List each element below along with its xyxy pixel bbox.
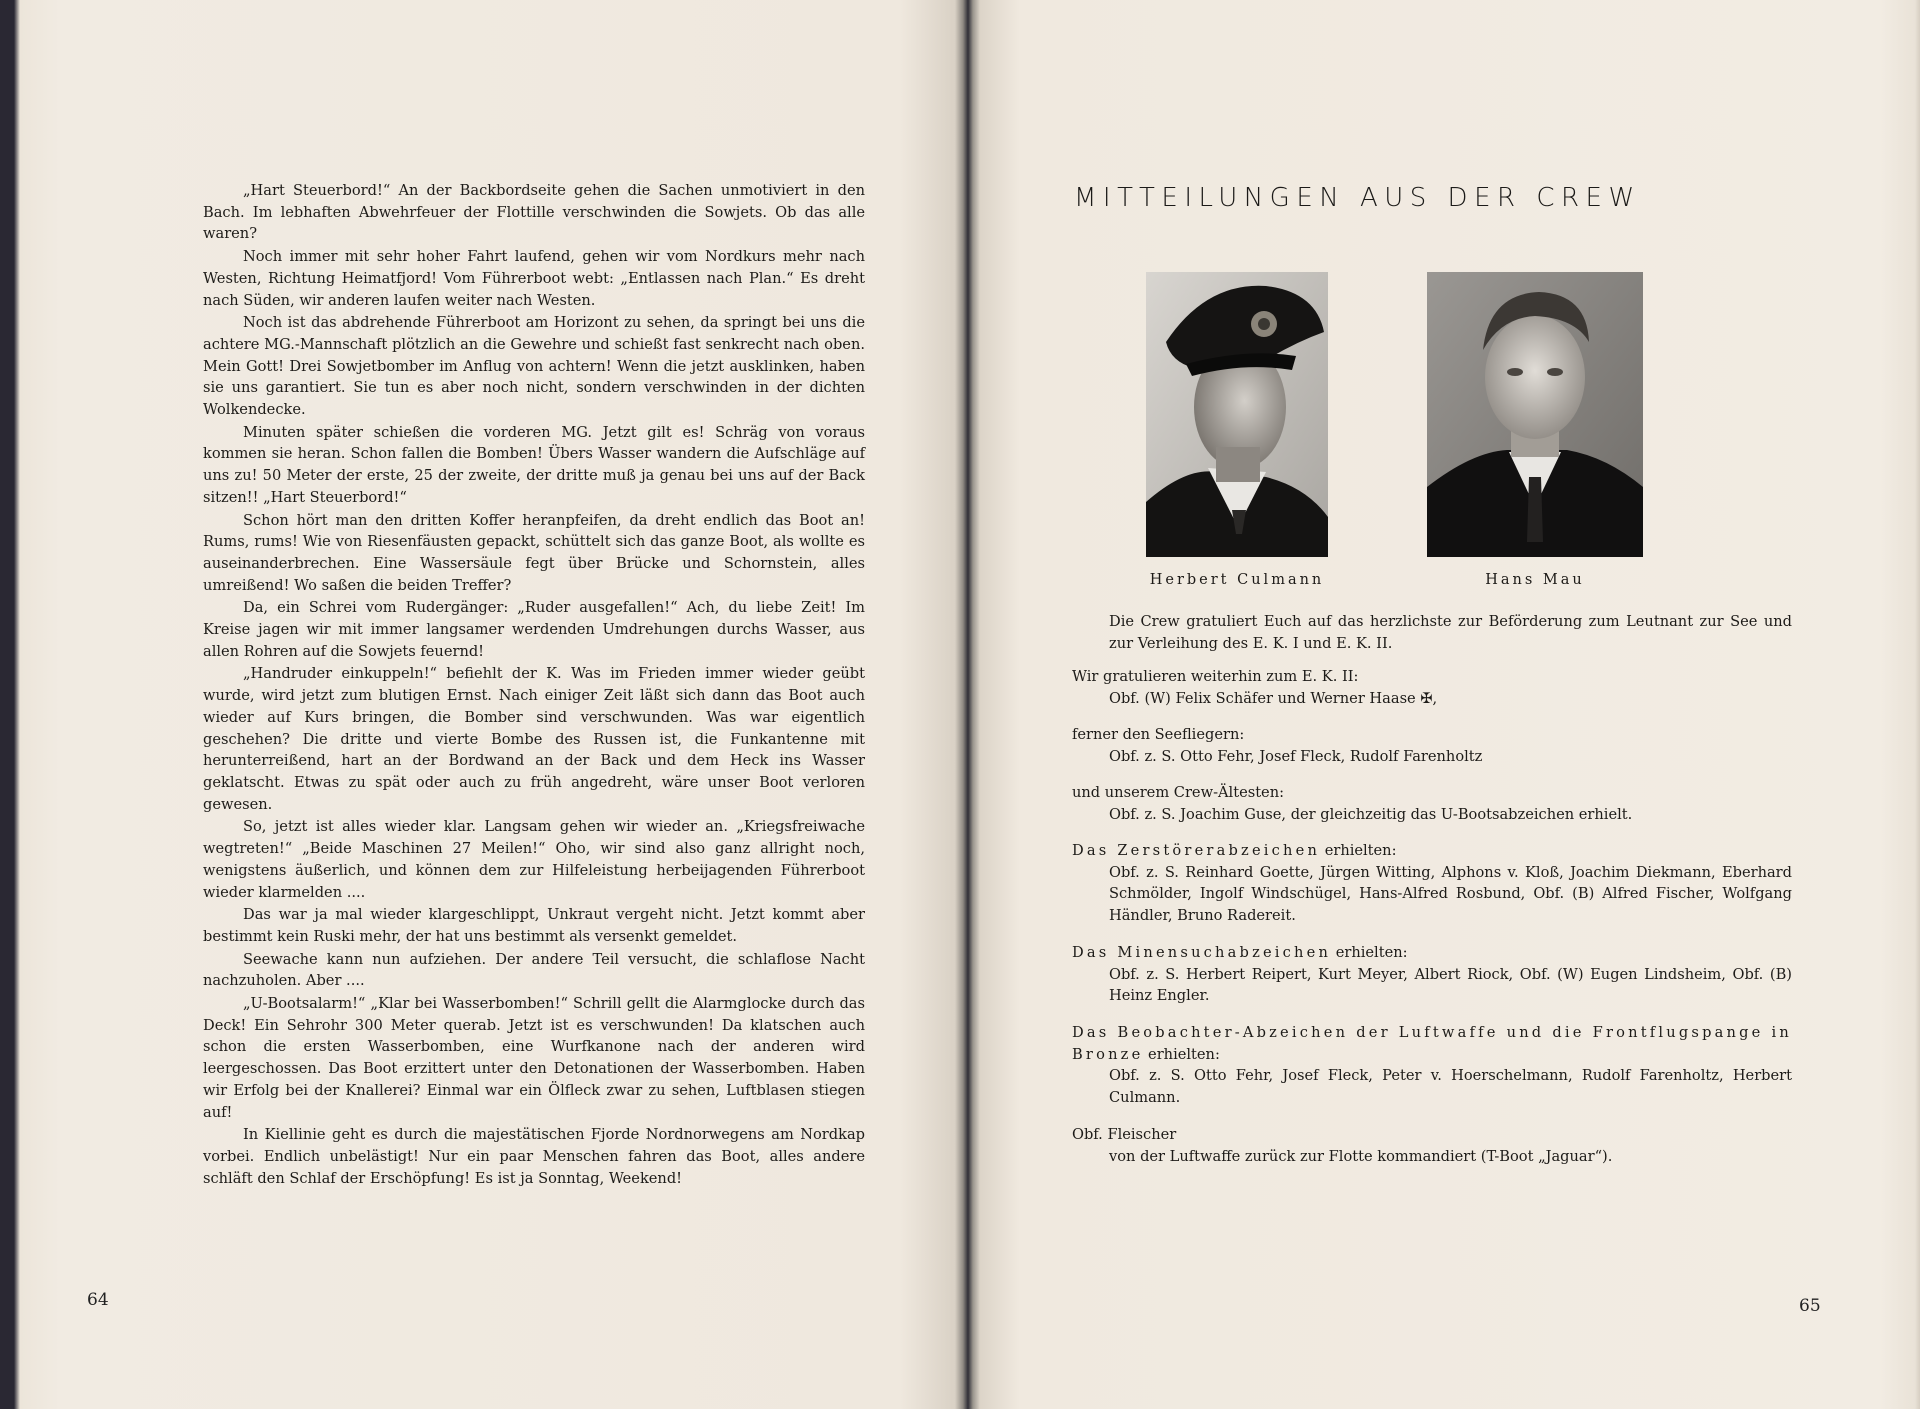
section-beobachter-abzeichen	[1072, 1022, 1792, 1109]
right-page	[975, 0, 1915, 1409]
photo-caption: Hans Mau	[1485, 572, 1585, 588]
section-seeflieger	[1072, 724, 1792, 767]
section-lead: Wir gratulieren weiterhin zum E. K. II:	[1072, 668, 1359, 685]
paragraph: „Handruder einkuppeln!“ befiehlt der K. Was im Frieden immer wieder geübt wurde, wird jetzt zum blutigen Ernst. Nach einiger Zeit läßt sich dann das Boot auch wieder auf Kurs bringen, die Bomber sind verschwunden. Was war eigentlich geschehen? Die dritte und vierte Bombe des Russen ist, die Funkantenne mit herunterreißend, hart an der Bordwand an der Back und dem Heck ins Wasser geklatscht. Etwas zu spät oder auch zu früh angedreht, wäre unser Boot verloren gewesen.	[203, 665, 865, 813]
section-minensuchabzeichen	[1072, 942, 1792, 1007]
paragraph: In Kiellinie geht es durch die majestätischen Fjorde Nordnorwegens am Nordkap vorbei. Endlich unbelästigt! Nur ein paar Menschen fahren das Boot, alles andere schläft den Schlaf der Erschöpfung! Es ist ja Sonntag, Weekend!	[203, 1126, 865, 1187]
section-lead: und unserem Crew-Ältesten:	[1072, 784, 1285, 801]
paragraph: „Hart Steuerbord!“ An der Backbordseite gehen die Sachen unmotiviert in den Bach. Im lebhaften Abwehrfeuer der Flottille verschwinden die Sowjets. Ob das alle waren?	[203, 182, 865, 243]
paragraph: Da, ein Schrei vom Rudergänger: „Ruder ausgefallen!“ Ach, du liebe Zeit! Im Kreise jagen wir mit immer langsamer werdenden Umdrehungen durchs Wasser, aus allen Rohren auf die Sowjets feuernd!	[203, 599, 865, 660]
section-lead	[1072, 840, 1792, 862]
page-number: 65	[1799, 1296, 1821, 1316]
paragraph: Seewache kann nun aufziehen. Der andere Teil versucht, die schlaflose Nacht nachzuholen. Aber ....	[203, 950, 865, 990]
section-lead	[1072, 942, 1792, 964]
section-names: Obf. z. S. Reinhard Goette, Jürgen Witting, Alphons v. Kloß, Joachim Diekmann, Eberhard Schmölder, Ingolf Windschügel, Hans-Alfred Rosbund, Obf. (B) Alfred Fischer, Wolfgang Händler, Bruno Radereit.	[1109, 863, 1792, 925]
section-names: Obf. (W) Felix Schäfer und Werner Haase ✠,	[1109, 689, 1438, 707]
left-page	[20, 0, 960, 1409]
portrait-photo-herbert-culmann	[1146, 272, 1328, 557]
section-heading: MITTEILUNGEN AUS DER CREW	[1074, 183, 1641, 213]
section-lead	[1072, 1022, 1792, 1065]
section-fleischer	[1072, 1124, 1792, 1167]
congratulation-intro: Die Crew gratuliert Euch auf das herzlichste zur Beförderung zum Leutnant zur See und zur Verleihung des E. K. I und E. K. II.	[1109, 613, 1792, 652]
paragraph: Das war ja mal wieder klargeschlippt, Unkraut vergeht nicht. Jetzt kommt aber bestimmt kein Ruski mehr, der hat uns bestimmt als versenkt gemeldet.	[203, 906, 865, 945]
section-ek2	[1072, 666, 1792, 709]
award-name: Das Minensuchabzeichen	[1072, 944, 1332, 961]
photo-caption: Herbert Culmann	[1149, 572, 1325, 588]
section-lead-rest: erhielten:	[1320, 842, 1397, 859]
portrait-photo-hans-mau	[1427, 272, 1643, 557]
section-names: Obf. z. S. Otto Fehr, Josef Fleck, Peter v. Hoerschelmann, Rudolf Farenholtz, Herbert Culmann.	[1109, 1067, 1792, 1107]
section-names: von der Luftwaffe zurück zur Flotte kommandiert (T-Boot „Jaguar“).	[1109, 1147, 1613, 1165]
section-names: Obf. z. S. Herbert Reipert, Kurt Meyer, Albert Riock, Obf. (W) Eugen Lindsheim, Obf. (B) Heinz Engler.	[1109, 965, 1792, 1005]
section-lead-rest: erhielten:	[1143, 1045, 1220, 1063]
section-names: Obf. z. S. Otto Fehr, Josef Fleck, Rudolf Farenholtz	[1109, 747, 1483, 765]
section-crew-aeltester	[1072, 782, 1792, 825]
page-number: 64	[87, 1290, 109, 1310]
section-lead: ferner den Seefliegern:	[1072, 726, 1245, 743]
paragraph: „U-Bootsalarm!“ „Klar bei Wasserbomben!“ Schrill gellt die Alarmglocke durch das Deck! Ein Sehrohr 300 Meter querab. Jetzt ist es verschwunden! Da klatschen auch schon die ersten Wasserbomben, eine Wurfkanone nach der anderen wird leergeschossen. Das Boot erzittert unter den Detonationen der Wasserbomben. Haben wir Erfolg bei der Knallerei? Einmal war ein Ölfleck zwar zu sehen, Luftblasen stiegen auf!	[203, 995, 865, 1121]
award-name: Das Zerstörerabzeichen	[1072, 842, 1321, 859]
paragraph: Noch immer mit sehr hoher Fahrt laufend, gehen wir vom Nordkurs mehr nach Westen, Richtung Heimatfjord! Vom Führerboot webt: „Entlassen nach Plan.“ Es dreht nach Süden, wir anderen laufen weiter nach Westen.	[203, 248, 865, 309]
section-lead-rest: erhielten:	[1331, 944, 1408, 961]
section-zerstoererabzeichen	[1072, 840, 1792, 927]
section-lead: Obf. Fleischer	[1072, 1126, 1177, 1143]
paragraph: Noch ist das abdrehende Führerboot am Horizont zu sehen, da springt bei uns die achtere MG.-Mannschaft plötzlich an die Gewehre und schießt fast senkrecht nach oben. Mein Gott! Drei Sowjetbomber im Anflug von achtern! Wenn die jetzt ausklinken, haben sie uns garantiert. Sie tun es aber noch nicht, sondern verschwinden in der dichten Wolkendecke.	[203, 314, 865, 419]
left-page-text	[203, 180, 865, 1190]
paragraph: Minuten später schießen die vorderen MG. Jetzt gilt es! Schräg von voraus kommen sie heran. Schon fallen die Bomben! Übers Wasser wandern die Aufschläge auf uns zu! 50 Meter der erste, 25 der zweite, der dritte muß ja genau bei uns auf der Back sitzen!! „Hart Steuerbord!“	[203, 423, 865, 506]
paragraph: So, jetzt ist alles wieder klar. Langsam gehen wir wieder an. „Kriegsfreiwache wegtreten!“ „Beide Maschinen 27 Meilen!“ Oho, wir sind also ganz allright noch, wenigstens äußerlich, und können dem zur Hilfeleistung herbeijagenden Führerboot wieder klarmelden ....	[203, 818, 865, 901]
award-name: Das Beobachter-Abzeichen der Luftwaffe und die Frontflugspange in Bronze	[1072, 1024, 1792, 1063]
section-names: Obf. z. S. Joachim Guse, der gleichzeitig das U-Bootsabzeichen erhielt.	[1109, 805, 1633, 823]
paragraph: Schon hört man den dritten Koffer heranpfeifen, da dreht endlich das Boot an! Rums, rums! Wie von Riesenfäusten gepackt, schüttelt sich das ganze Boot, als wollte es auseinanderbrechen. Eine Wassersäule fegt über Brücke und Schornstein, alles umreißend! Wo saßen die beiden Treffer?	[203, 511, 865, 594]
